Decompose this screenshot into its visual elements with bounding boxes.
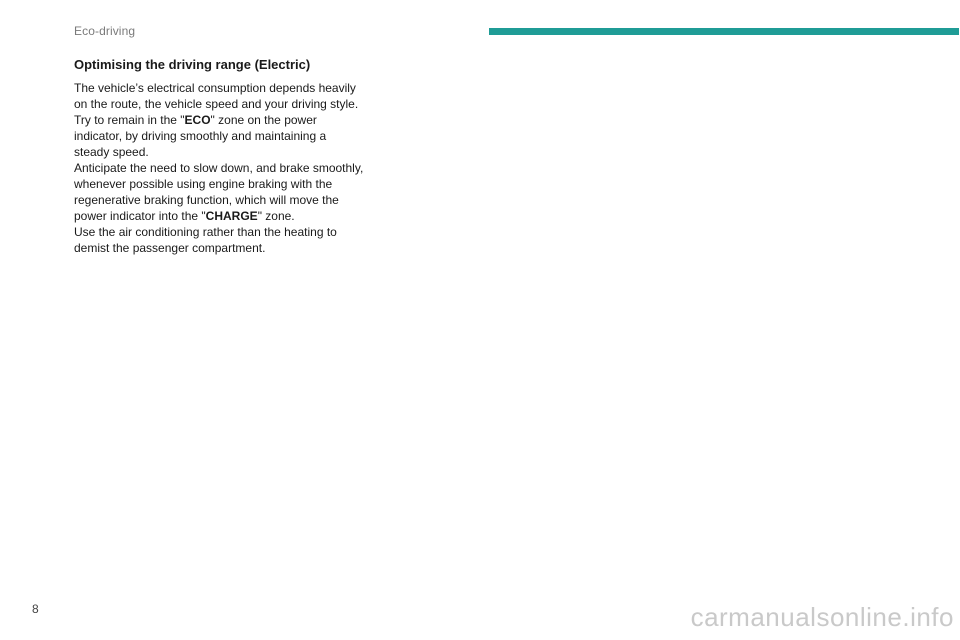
section-accent-bar — [489, 28, 959, 35]
section-header: Eco-driving — [74, 24, 136, 38]
charge-keyword: CHARGE — [205, 209, 258, 223]
page-number: 8 — [32, 602, 39, 616]
paragraph-air-conditioning: Use the air conditioning rather than the heating to demist the passenger compartment. — [74, 225, 337, 255]
watermark: carmanualsonline.info — [690, 602, 954, 632]
page-heading: Optimising the driving range (Electric) — [74, 57, 311, 72]
eco-keyword: ECO — [184, 113, 211, 127]
paragraph-eco-zone: Try to remain in the "ECO" zone on the power indicator, by driving smoothly and maintaining a steady speed. — [74, 113, 327, 159]
paragraph-anticipate: Anticipate the need to slow down, and brake smoothly, whenever possible using engine braking with the regenerative braking function, which will move the power indicator into the "CHARGE" zone. — [74, 161, 364, 223]
body-text — [74, 80, 364, 256]
paragraph-consumption: The vehicle’s electrical consumption depends heavily on the route, the vehicle speed and your driving style. — [74, 81, 359, 111]
